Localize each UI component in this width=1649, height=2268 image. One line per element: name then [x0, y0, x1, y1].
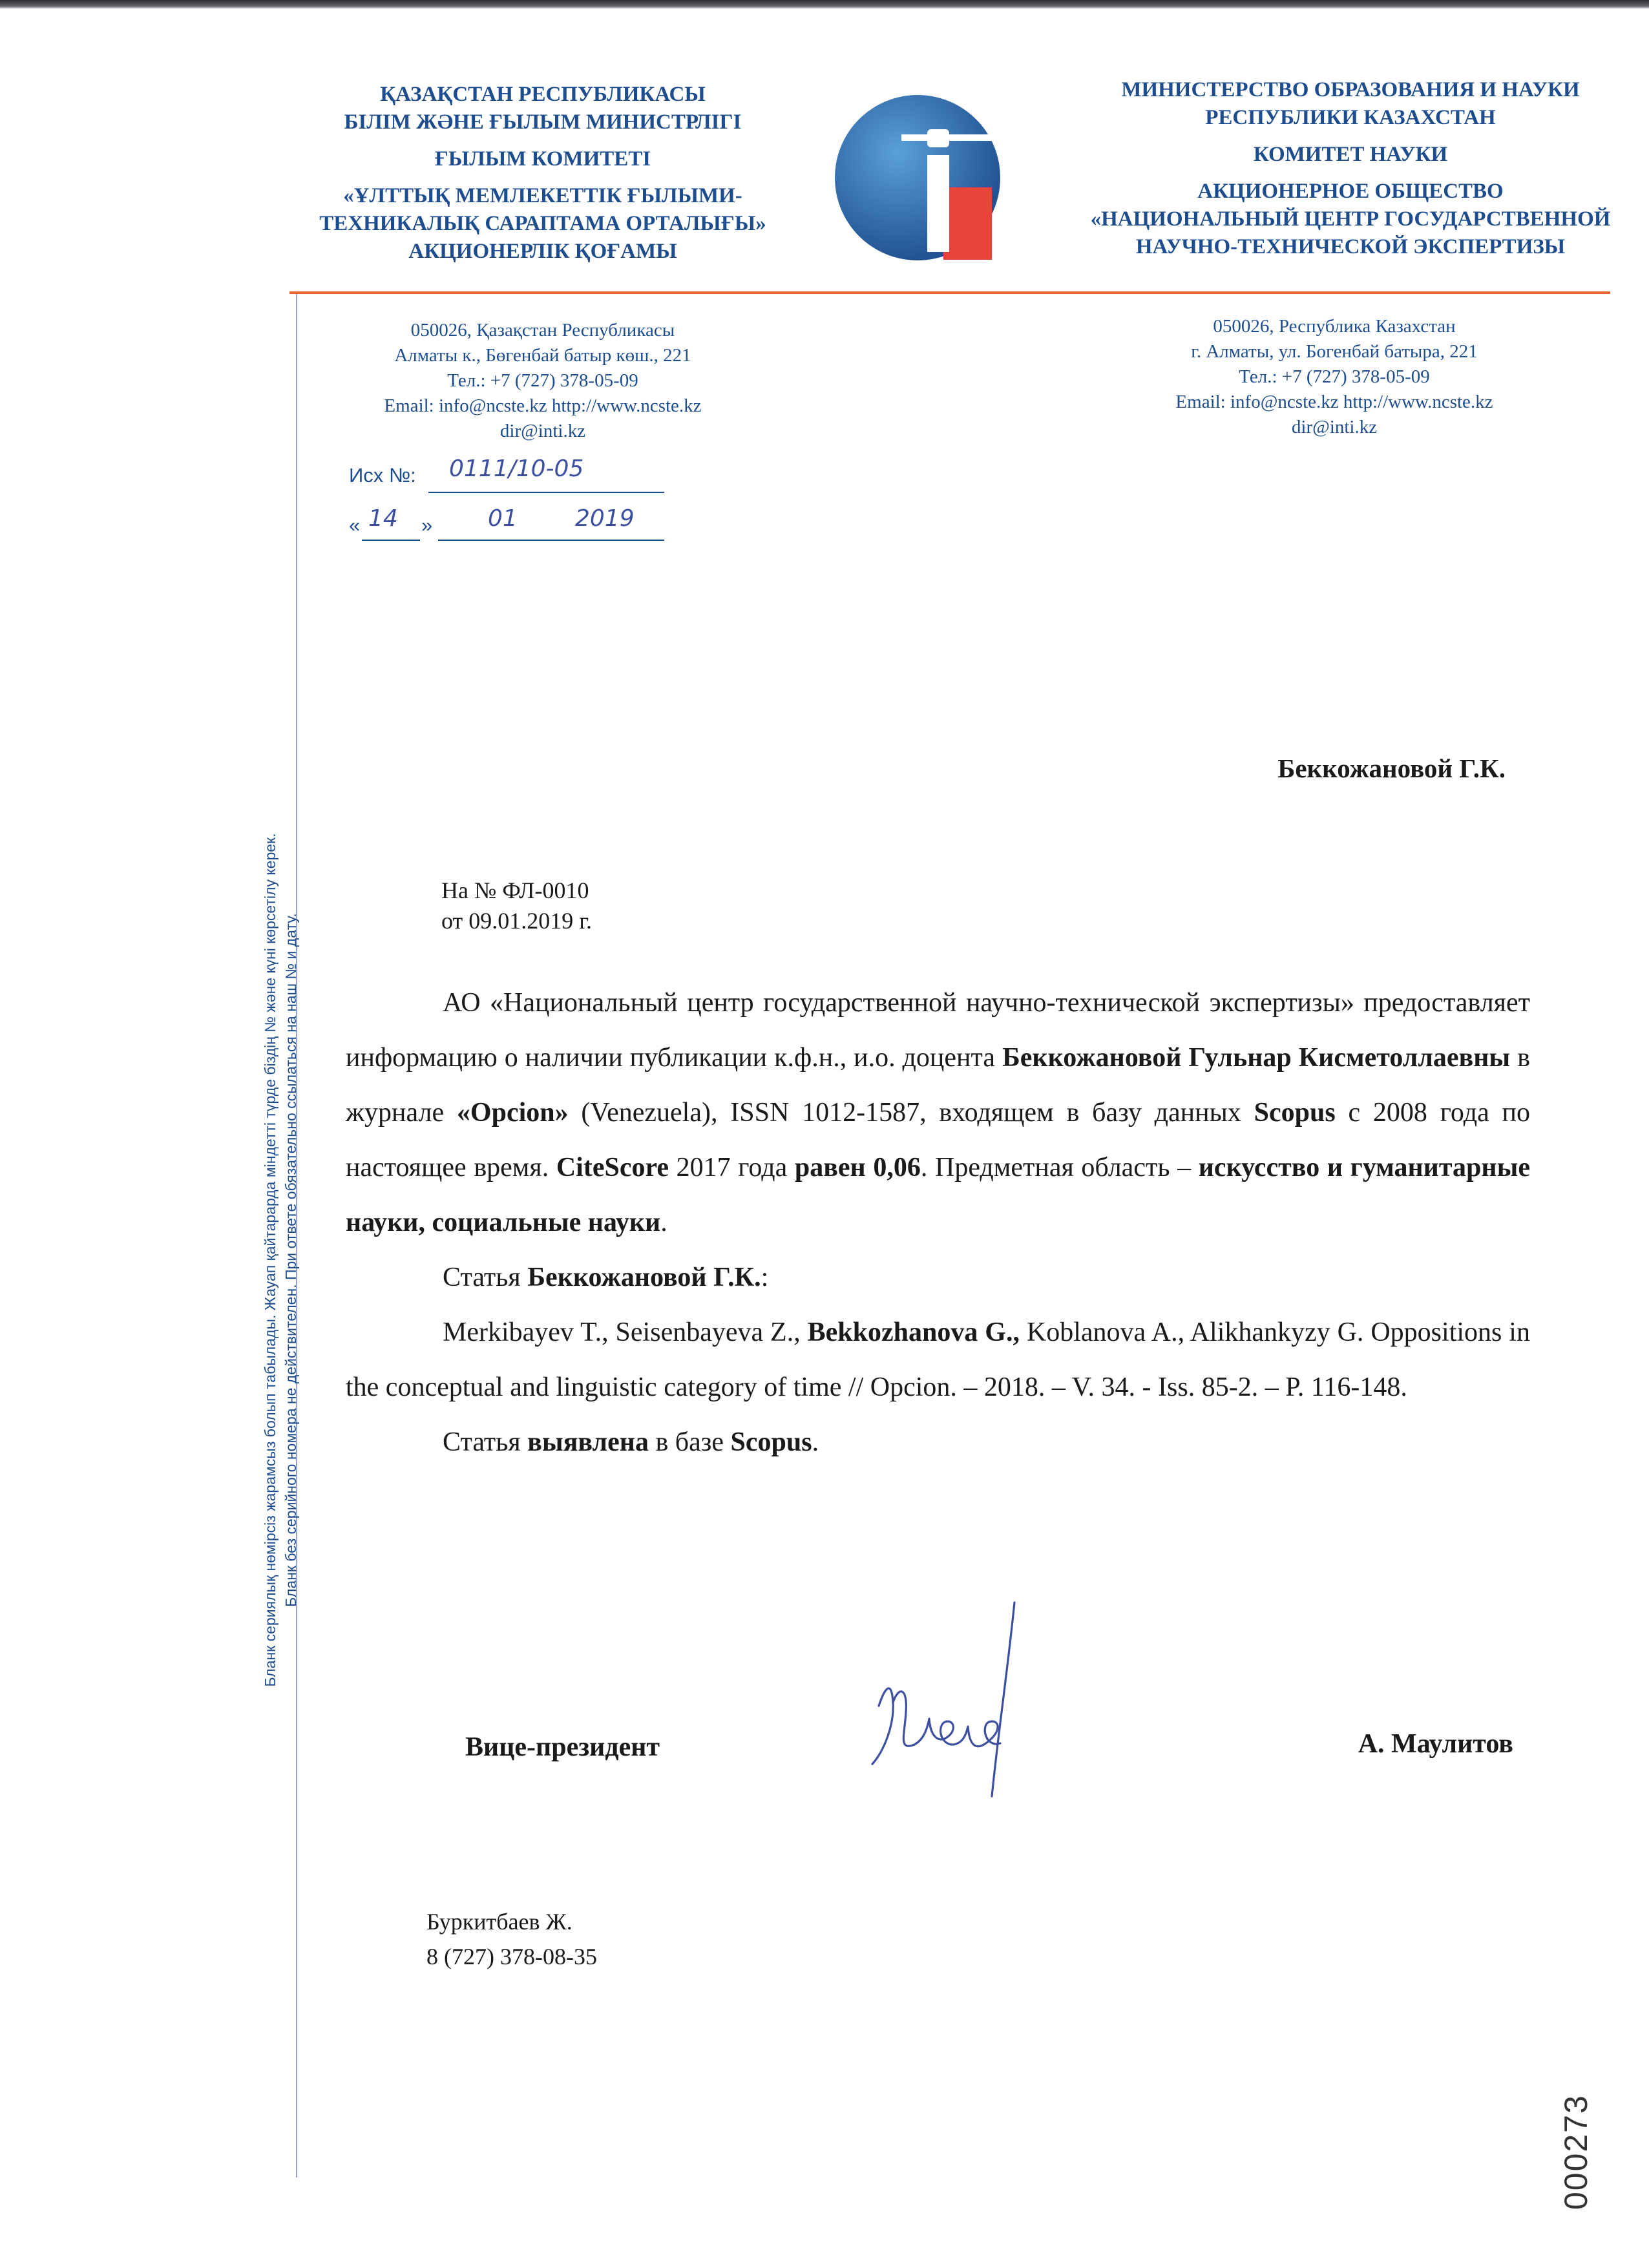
in-reply-to	[441, 876, 592, 936]
organization-logo	[830, 90, 1005, 265]
letter-body	[346, 976, 1530, 1470]
handwritten-signature	[853, 1590, 1060, 1803]
address-line: Тел.: +7 (727) 378-05-09	[1239, 366, 1430, 387]
body-paragraph-conclusion: Статья выявлена в базе Scopus.	[443, 1427, 819, 1457]
side-note-russian: Бланк без серийного номера не действителен. При ответе обязательно ссылаться на наш № и дату.	[282, 913, 299, 1607]
executor-name: Буркитбаев Ж.	[426, 1909, 572, 1935]
header-kazakh-line: «ҰЛТТЫҚ МЕМЛЕКЕТТІК ҒЫЛЫМИ-	[343, 184, 742, 207]
signatory-name: А. Маулитов	[1358, 1729, 1513, 1759]
signatory-title: Вице-президент	[465, 1732, 660, 1762]
header-russian-line: АКЦИОНЕРНОЕ ОБЩЕСТВО	[1197, 180, 1504, 203]
date-quote-open: «	[349, 514, 361, 536]
date-day-underline	[362, 540, 420, 541]
header-russian-line: КОМИТЕТ НАУКИ	[1253, 143, 1448, 166]
recipient: Беккожановой Г.К.	[1277, 753, 1506, 783]
address-russian	[1124, 314, 1544, 440]
body-paragraph-info: АО «Национальный центр государственной научно-технической экспертизы» предоставляет информацию о наличии публикации к.ф.н., и.о. доцента Беккожановой Гульнар Кисметоллаевны в журнале «Opcion» (Venezuela), ISSN 1012-1587, входящем в базу данных Scopus с 2008 года по настоящее время. CiteScore 2017 года равен 0,06. Предметная область – искусство и гуманитарные науки, социальные науки.	[346, 988, 1531, 1237]
side-note-kazakh: Бланк сериялық нөмірсіз жарамсыз болып табылады. Жауап қайтарарда міндетті түрде біздің № және күні көрсетілу керек.	[262, 833, 278, 1687]
header-russian-line: РЕСПУБЛИКИ КАЗАХСТАН	[1205, 106, 1496, 129]
date-year: 2019	[575, 505, 635, 532]
outgoing-number-value: 0111/10-05	[449, 456, 584, 482]
in-reply-to-date: от 09.01.2019 г.	[441, 908, 592, 934]
date-month: 01	[488, 505, 518, 532]
address-line: dir@inti.kz	[1291, 417, 1378, 437]
body-paragraph-article-intro: Статья Беккожановой Г.К.:	[443, 1263, 769, 1292]
executor	[426, 1904, 597, 1974]
address-line: 050026, Қазақстан Республикасы	[410, 320, 675, 341]
address-line: г. Алматы, ул. Богенбай батыра, 221	[1191, 341, 1478, 362]
header-kazakh-line: ТЕХНИКАЛЫҚ САРАПТАМА ОРТАЛЫҒЫ»	[319, 212, 766, 235]
scan-edge	[0, 0, 1649, 9]
address-line: dir@inti.kz	[499, 421, 586, 441]
address-line: 050026, Республика Казахстан	[1213, 316, 1456, 337]
executor-phone: 8 (727) 378-08-35	[426, 1944, 597, 1969]
header-kazakh-line: ҚАЗАҚСТАН РЕСПУБЛИКАСЫ	[380, 83, 706, 106]
header-kazakh-line: АКЦИОНЕРЛІК ҚОҒАМЫ	[408, 240, 677, 263]
outgoing-number-row	[349, 464, 416, 487]
address-line: Алматы к., Бөгенбай батыр көш., 221	[394, 345, 691, 366]
header-kazakh-line: ҒЫЛЫМ КОМИТЕТІ	[434, 147, 651, 171]
date-quote-close: »	[421, 514, 433, 536]
date-day: 14	[368, 505, 398, 532]
body-paragraph-citation: Merkibayev T., Seisenbayeva Z., Bekkozhanova G., Koblanova A., Alikhankyzy G. Oppositions in the conceptual and linguistic category of time // Opcion. – 2018. – V. 34. - Iss. 85-2. – P. 116-148.	[346, 1318, 1530, 1402]
header-divider	[289, 291, 1610, 294]
header-kazakh	[304, 81, 782, 266]
outgoing-number-underline	[428, 492, 664, 493]
address-line: Email: info@ncste.kz http://www.ncste.kz	[1175, 392, 1493, 412]
in-reply-to-number: На № ФЛ-0010	[441, 877, 589, 903]
header-russian	[1073, 76, 1628, 261]
address-line: Email: info@ncste.kz http://www.ncste.kz	[384, 395, 702, 416]
date-underline	[438, 540, 664, 541]
header-russian-line: «НАЦИОНАЛЬНЫЙ ЦЕНТР ГОСУДАРСТВЕННОЙ	[1090, 207, 1611, 231]
address-line: Тел.: +7 (727) 378-05-09	[447, 370, 638, 391]
header-russian-line: МИНИСТЕРСТВО ОБРАЗОВАНИЯ И НАУКИ	[1121, 78, 1580, 101]
form-serial-number: 000273	[1558, 2094, 1594, 2210]
date-row	[349, 514, 360, 537]
outgoing-number-label: Исх №:	[349, 464, 416, 487]
header-russian-line: НАУЧНО-ТЕХНИЧЕСКОЙ ЭКСПЕРТИЗЫ	[1135, 235, 1566, 258]
address-kazakh	[336, 318, 750, 444]
header-kazakh-line: БІЛІМ ЖӘНЕ ҒЫЛЫМ МИНИСТРЛІГІ	[344, 110, 742, 134]
form-side-note	[260, 795, 301, 1725]
